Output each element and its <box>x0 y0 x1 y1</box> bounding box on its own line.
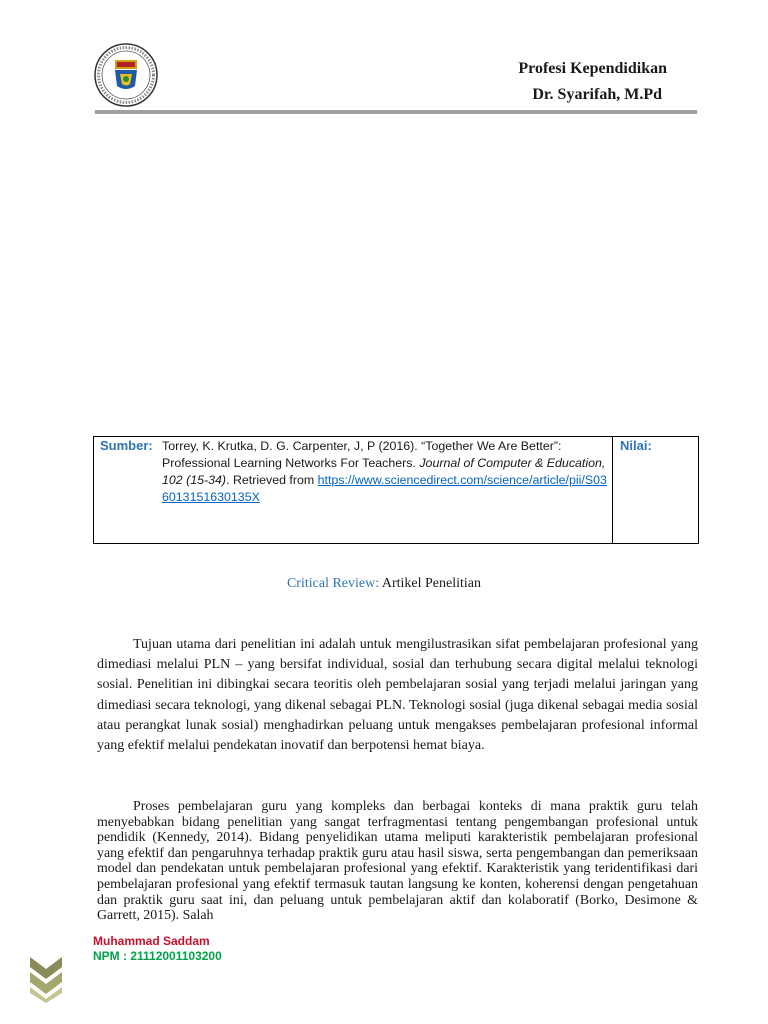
review-heading-label: Critical Review: <box>286 576 380 591</box>
source-table <box>93 436 699 544</box>
citation-url-link[interactable]: https://www.sciencedirect.com/science/article/pii/S036013151630135X <box>162 473 607 504</box>
body-paragraph-2: Proses pembelajaran guru yang kompleks dan berbagai konteks di mana praktik guru telah menyebabkan bidang penelitian yang sangat terfragmentasi tentang pengembangan profesional untuk pendidik (Kennedy, 2014). Bidang penyelidikan utama meliputi karakteristik pembelajaran profesional yang efektif dan pengaruhnya terhadap praktik guru atau hasil siswa, serta pengembangan dan pemeriksaan model dan pendekatan untuk pembelajaran profesional yang efektif. Karakteristik yang teridentifikasi dari pembelajaran profesional yang efektif termasuk tautan langsung ke konten, koherensi dengan pengetahuan dan praktik guru saat ini, dan peluang untuk pembelajaran aktif dan kolaboratif (Borko, Desimone & Garrett, 2015). Salah <box>97 799 698 924</box>
author-name: Muhammad Saddam <box>93 934 210 948</box>
author-npm: NPM : 21112001103200 <box>93 949 222 963</box>
header-divider <box>95 110 697 114</box>
review-heading-value: Artikel Penelitian <box>381 576 482 591</box>
review-heading <box>0 576 768 592</box>
course-title: Profesi Kependidikan <box>518 60 667 77</box>
citation-journal: Journal of Computer & Education, 102 (15-34) <box>162 456 606 487</box>
source-citation <box>162 438 607 506</box>
grade-label: Nilai: <box>620 438 652 453</box>
citation-text: Torrey, K. Krutka, D. G. Carpenter, J, P (2016). “Together We Are Better”: Professional Learning Networks For Teachers. <box>162 439 562 470</box>
double-chevron-down-icon <box>28 955 64 1003</box>
source-label: Sumber: <box>100 438 153 453</box>
body-paragraph-1: Tujuan utama dari penelitian ini adalah untuk mengilustrasikan sifat pembelajaran profesional yang dimediasi melalui PLN – yang bersifat individual, sosial dan terhubung secara digital melalui teknologi sosial. Penelitian ini dibingkai secara teoritis oleh pembelajaran sosial yang terjadi melalui jaringan yang dimediasi secara teknologi, yang dikenal sebagai PLN. Teknologi sosial (juga dikenal sebagai media sosial atau perangkat lunak sosial) menghadirkan peluang untuk mengakses pembelajaran profesional informal yang efektif melalui pendekatan inovatif dan berpotensi hemat biaya. <box>97 637 698 754</box>
lecturer-name: Dr. Syarifah, M.Pd <box>532 86 662 103</box>
citation-retrieved: . Retrieved from <box>226 473 315 487</box>
source-table-divider <box>612 437 613 543</box>
institution-logo-icon <box>93 42 159 108</box>
